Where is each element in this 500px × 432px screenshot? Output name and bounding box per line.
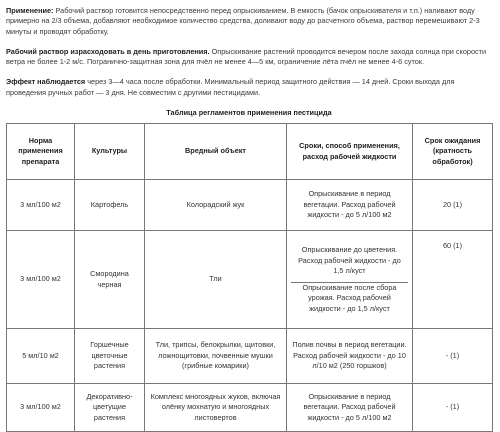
cell-wait: - (1) <box>413 329 493 384</box>
cell-pest: Тли, трипсы, белокрылки, щитовки, ложнощитовки, почвенные мушки (грибные комарики) <box>145 329 287 384</box>
consume-label: Рабочий раствор израсходовать в день приготовления. <box>6 46 210 56</box>
effect-text: через 3—4 часа после обработки. Минимальный период защитного действия — 14 дней. Сроки выхода для проведения ручных работ — 3 дня. Не совместим с другими пестицидами. <box>6 77 455 97</box>
cell-method-before-bloom: Опрыскивание до цветения. Расход рабочей жидкости - до 1,5 л/куст <box>298 245 401 276</box>
cell-method: Опрыскивание в период вегетации. Расход рабочей жидкости - до 5 л/100 м2 <box>287 384 413 432</box>
effect-label: Эффект наблюдается <box>6 77 86 87</box>
table-title: Таблица регламентов применения пестицида <box>166 108 332 118</box>
regulations-table <box>6 123 493 432</box>
header-pest: Вредный объект <box>145 124 287 180</box>
cell-method-after-harvest: Опрыскивание после сбора урожая. Расход рабочей жидкости - до 1,5 л/куст <box>291 282 408 315</box>
table-row <box>7 329 493 384</box>
consume-text: Опрыскивание растений проводится вечером после захода солнца при скорости ветра не более 1-2 м/с. Погранично-защитная зона для пчёл не менее 4—5 км, ограничение лёта пчёл не менее 4-6 суток. <box>6 46 487 67</box>
cell-method-split <box>287 231 413 329</box>
header-crop: Культуры <box>75 124 145 180</box>
header-method: Сроки, способ применения, расход рабочей жидкости <box>287 124 413 180</box>
cell-pest: Колорадский жук <box>145 180 287 231</box>
cell-wait: - (1) <box>413 384 493 432</box>
consume-paragraph <box>6 47 492 68</box>
cell-method: Опрыскивание в период вегетации. Расход рабочей жидкости - до 5 л/100 м2 <box>287 180 413 231</box>
cell-norm: 3 мл/100 м2 <box>7 231 75 329</box>
cell-method: Полив почвы в период вегетации. Расход рабочей жидкости - до 10 л/10 м2 (250 горшков) <box>287 329 413 384</box>
usage-text: Рабочий раствор готовится непосредственно перед опрыскиванием. В емкость (бачок опрыскивателя и т.п.) наливают воду примерно на 2/3 объема, добавляют необходимое количество средства, доливают воду до расчетного объема, раствор перемешивают 2-3 минуты и проводят обработку. <box>6 6 480 36</box>
usage-paragraph <box>6 6 492 37</box>
cell-norm: 3 мл/100 м2 <box>7 384 75 432</box>
cell-norm: 5 мл/10 м2 <box>7 329 75 384</box>
effect-paragraph <box>6 77 492 98</box>
cell-pest: Тли <box>145 231 287 329</box>
header-norm: Норма применения препарата <box>7 124 75 180</box>
cell-wait: 60 (1) <box>413 231 493 329</box>
header-wait: Срок ожидания (кратность обработок) <box>413 124 493 180</box>
table-row <box>7 231 493 329</box>
table-header-row <box>7 124 493 180</box>
table-row <box>7 384 493 432</box>
cell-crop: Картофель <box>75 180 145 231</box>
cell-norm: 3 мл/100 м2 <box>7 180 75 231</box>
table-row <box>7 180 493 231</box>
cell-crop: Декоративно-цветущие растения <box>75 384 145 432</box>
usage-label: Применение: <box>6 6 54 15</box>
cell-pest: Комплекс многоядных жуков, включая олёнку мохнатую и многоядных листовертов <box>145 384 287 432</box>
cell-crop: Смородина черная <box>75 231 145 329</box>
cell-wait: 20 (1) <box>413 180 493 231</box>
cell-crop: Горшечные цветочные растения <box>75 329 145 384</box>
